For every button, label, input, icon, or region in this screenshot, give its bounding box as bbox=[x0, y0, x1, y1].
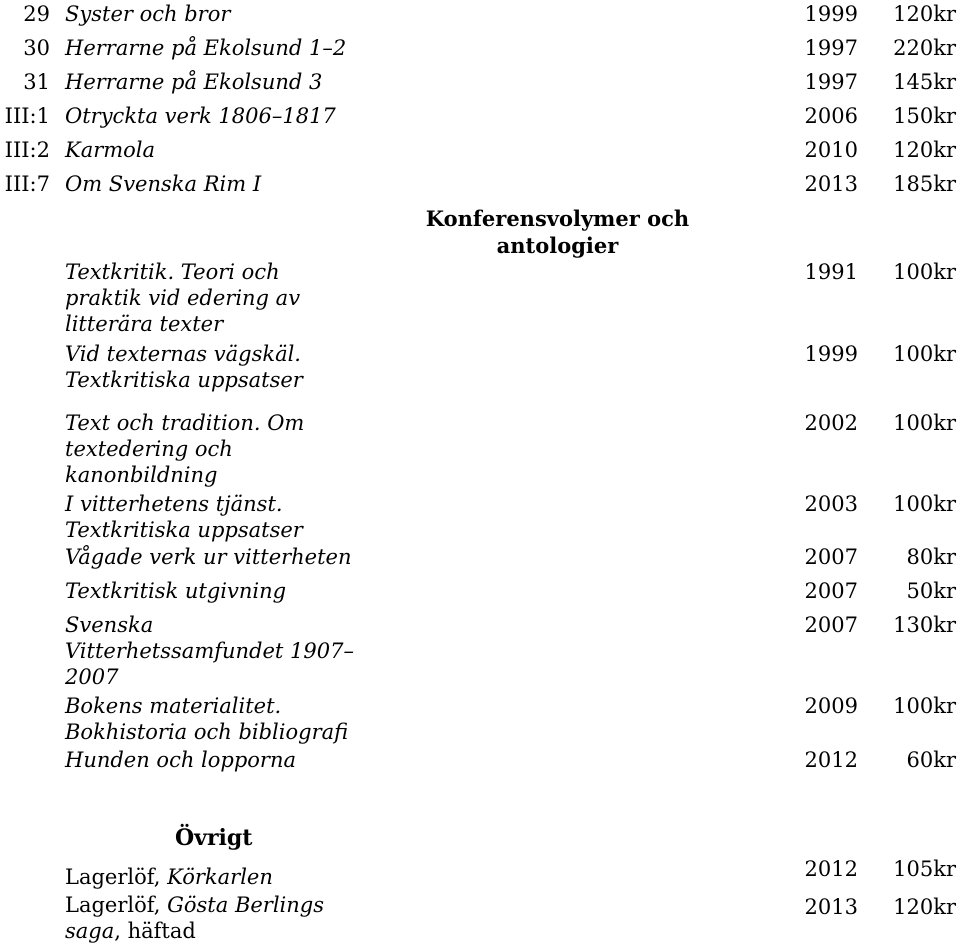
book-title: Herrarne på Ekolsund 3 bbox=[65, 70, 323, 94]
book-title: Textkritisk utgivning bbox=[65, 579, 287, 603]
book-price: 100kr bbox=[893, 260, 956, 284]
title-line: praktik vid edering av bbox=[65, 286, 301, 310]
title-line: Textkritik. Teori och bbox=[65, 260, 280, 284]
book-year: 2003 bbox=[804, 492, 858, 516]
book-year: 1999 bbox=[804, 342, 858, 366]
author-name: Lagerlöf, bbox=[65, 865, 168, 889]
work-title: Körkarlen bbox=[167, 865, 273, 889]
edition-note: , häftad bbox=[114, 919, 196, 943]
book-price: 120kr bbox=[893, 895, 956, 919]
book-year: 2013 bbox=[804, 172, 858, 196]
title-line: Svenska bbox=[65, 613, 154, 637]
book-price: 100kr bbox=[893, 411, 956, 435]
book-title: Karmola bbox=[65, 138, 156, 162]
book-year: 2009 bbox=[804, 694, 858, 718]
book-price: 185kr bbox=[893, 172, 956, 196]
book-price: 145kr bbox=[893, 70, 956, 94]
book-price: 50kr bbox=[906, 579, 956, 603]
title-line: Vitterhetssamfundet 1907– bbox=[65, 639, 354, 663]
work-title: Gösta Berlings bbox=[167, 893, 325, 917]
book-price: 80kr bbox=[906, 545, 956, 569]
volume-number: III:1 bbox=[4, 104, 50, 128]
section-heading-line: Konferensvolymer och bbox=[425, 206, 690, 231]
book-price: 100kr bbox=[893, 492, 956, 516]
book-price: 60kr bbox=[906, 748, 956, 772]
book-title bbox=[65, 864, 273, 890]
book-title bbox=[65, 491, 303, 543]
book-year: 2012 bbox=[804, 748, 858, 772]
book-year: 1997 bbox=[804, 36, 858, 60]
book-year: 2007 bbox=[804, 613, 858, 637]
title-line: litterära texter bbox=[65, 312, 224, 336]
volume-number: III:2 bbox=[4, 138, 50, 162]
book-title bbox=[65, 341, 303, 393]
title-line: textedering och bbox=[65, 437, 233, 461]
title-line: kanonbildning bbox=[65, 463, 218, 487]
title-line: Text och tradition. Om bbox=[65, 411, 305, 435]
author-name: Lagerlöf, bbox=[65, 893, 168, 917]
book-title bbox=[65, 693, 348, 745]
title-line: I vitterhetens tjänst. bbox=[65, 492, 283, 516]
book-year: 1999 bbox=[804, 2, 858, 26]
book-year: 2007 bbox=[804, 579, 858, 603]
section-heading-other: Övrigt bbox=[175, 825, 253, 851]
book-title bbox=[65, 259, 300, 337]
book-price: 120kr bbox=[893, 2, 956, 26]
title-line: Bokens materialitet. bbox=[65, 694, 282, 718]
book-price: 220kr bbox=[893, 36, 956, 60]
title-line: Vid texternas vägskäl. bbox=[65, 342, 301, 366]
book-price: 105kr bbox=[893, 857, 956, 881]
book-year: 2006 bbox=[804, 104, 858, 128]
book-price: 130kr bbox=[893, 613, 956, 637]
book-title: Om Svenska Rim I bbox=[65, 172, 262, 196]
work-title-continued: saga bbox=[65, 919, 115, 943]
book-title: Hunden och lopporna bbox=[65, 748, 297, 772]
book-title bbox=[65, 410, 304, 488]
section-heading-conference bbox=[400, 205, 715, 259]
book-year: 2013 bbox=[804, 895, 858, 919]
book-price: 100kr bbox=[893, 342, 956, 366]
book-title: Syster och bror bbox=[65, 2, 231, 26]
volume-number: III:7 bbox=[4, 172, 50, 196]
title-line: Textkritiska uppsatser bbox=[65, 368, 303, 392]
book-year: 2012 bbox=[804, 857, 858, 881]
book-year: 2007 bbox=[804, 545, 858, 569]
book-year: 1991 bbox=[804, 260, 858, 284]
book-price: 150kr bbox=[893, 104, 956, 128]
book-title: Herrarne på Ekolsund 1–2 bbox=[65, 36, 347, 60]
book-price: 100kr bbox=[893, 694, 956, 718]
book-title bbox=[65, 612, 354, 690]
title-line: Textkritiska uppsatser bbox=[65, 518, 303, 542]
book-title bbox=[65, 892, 324, 944]
section-heading-line: antologier bbox=[496, 233, 619, 258]
volume-number: 30 bbox=[23, 36, 50, 60]
book-year: 1997 bbox=[804, 70, 858, 94]
book-price: 120kr bbox=[893, 138, 956, 162]
book-year: 2002 bbox=[804, 411, 858, 435]
volume-number: 29 bbox=[23, 2, 50, 26]
title-line: 2007 bbox=[65, 665, 119, 689]
book-title: Otryckta verk 1806–1817 bbox=[65, 104, 336, 128]
title-line: Bokhistoria och bibliografi bbox=[65, 720, 349, 744]
book-title: Vågade verk ur vitterheten bbox=[65, 545, 352, 569]
book-year: 2010 bbox=[804, 138, 858, 162]
volume-number: 31 bbox=[23, 70, 50, 94]
